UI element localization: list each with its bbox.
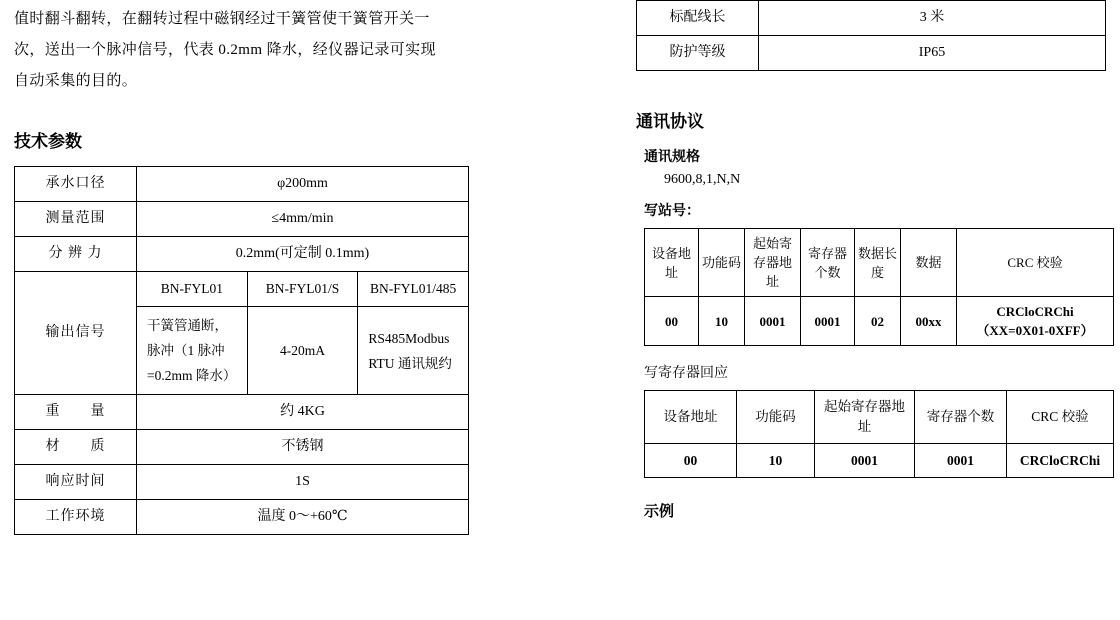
col-header: 寄存器个数 xyxy=(915,391,1007,444)
table-row xyxy=(15,430,469,465)
col-header: 寄存器个数 xyxy=(801,229,855,297)
col-header: 数据长度 xyxy=(855,229,901,297)
row-label: 分 辨 力 xyxy=(15,237,137,272)
intro-paragraph xyxy=(14,4,484,97)
row-label: 测量范围 xyxy=(15,202,137,237)
output-desc-2: 4-20mA xyxy=(247,307,358,395)
cell-value: 0001 xyxy=(915,444,1007,478)
cell-value: CRCloCRChi xyxy=(1007,444,1114,478)
table-row xyxy=(15,237,469,272)
left-column xyxy=(14,0,514,535)
table-row xyxy=(15,167,469,202)
spec-table xyxy=(636,0,1106,71)
cell-value: 00 xyxy=(645,297,699,346)
col-header: 设备地址 xyxy=(645,391,737,444)
table-header-row xyxy=(645,229,1114,297)
table-row xyxy=(637,36,1106,71)
crc-line-2: （XX=0X01-0XFF） xyxy=(976,323,1094,338)
write-register-response-table xyxy=(644,390,1114,478)
table-row-output-models xyxy=(15,272,469,307)
table-row xyxy=(15,500,469,535)
row-value: 0.2mm(可定制 0.1mm) xyxy=(137,237,469,272)
col-header: 数据 xyxy=(901,229,957,297)
col-header: 起始寄存器地址 xyxy=(815,391,915,444)
row-label: 响应时间 xyxy=(15,465,137,500)
row-value: 不锈钢 xyxy=(137,430,469,465)
col-header: 设备地址 xyxy=(645,229,699,297)
right-column xyxy=(636,0,1106,521)
cell-value: 0001 xyxy=(745,297,801,346)
cell-value: 0001 xyxy=(815,444,915,478)
row-value: 温度 0〜+60℃ xyxy=(137,500,469,535)
cell-value-crc xyxy=(957,297,1114,346)
crc-line-1: CRCloCRChi xyxy=(996,304,1074,319)
row-label: 重 量 xyxy=(15,395,137,430)
row-label: 防护等级 xyxy=(637,36,759,71)
table-row xyxy=(645,444,1114,478)
row-label: 工作环境 xyxy=(15,500,137,535)
write-station-subheading: 写站号： xyxy=(644,202,700,218)
output-model-1: BN-FYL01 xyxy=(137,272,248,307)
row-label: 材 质 xyxy=(15,430,137,465)
row-value: 3 米 xyxy=(759,1,1106,36)
row-label: 输出信号 xyxy=(15,272,137,395)
col-header: CRC 校验 xyxy=(1007,391,1114,444)
cell-value: 00 xyxy=(645,444,737,478)
tech-params-table xyxy=(14,166,469,535)
write-register-response-heading: 写寄存器回应 xyxy=(644,366,728,381)
row-value: ≤4mm/min xyxy=(137,202,469,237)
col-header: 功能码 xyxy=(699,229,745,297)
cell-value: 02 xyxy=(855,297,901,346)
comm-protocol-heading: 通讯协议 xyxy=(636,112,704,131)
table-row xyxy=(637,1,1106,36)
table-header-row xyxy=(645,391,1114,444)
output-model-3: BN-FYL01/485 xyxy=(358,272,469,307)
cell-value: 0001 xyxy=(801,297,855,346)
cell-value: 00xx xyxy=(901,297,957,346)
col-header: 功能码 xyxy=(737,391,815,444)
col-header: CRC 校验 xyxy=(957,229,1114,297)
example-heading: 示例 xyxy=(644,503,675,520)
cell-value: 10 xyxy=(737,444,815,478)
cell-value: 10 xyxy=(699,297,745,346)
row-label: 承水口径 xyxy=(15,167,137,202)
table-row xyxy=(15,395,469,430)
row-label: 标配线长 xyxy=(637,1,759,36)
table-row xyxy=(15,202,469,237)
output-model-2: BN-FYL01/S xyxy=(247,272,358,307)
row-value: IP65 xyxy=(759,36,1106,71)
row-value: 约 4KG xyxy=(137,395,469,430)
tech-params-heading: 技术参数 xyxy=(14,132,82,151)
table-row xyxy=(15,465,469,500)
write-station-table xyxy=(644,228,1114,346)
comm-spec-value: 9600,8,1,N,N xyxy=(664,172,741,187)
table-row xyxy=(645,297,1114,346)
comm-spec-subheading: 通讯规格 xyxy=(644,148,700,164)
output-desc-1: 干簧管通断，脉冲（1 脉冲=0.2mm 降水） xyxy=(137,307,248,395)
output-desc-3: RS485Modbus RTU 通讯规约 xyxy=(358,307,469,395)
intro-line-2: 次，送出一个脉冲信号，代表 0.2mm 降水，经仪器记录可实现 xyxy=(14,42,436,58)
row-value: 1S xyxy=(137,465,469,500)
intro-line-3: 自动采集的目的。 xyxy=(14,73,138,89)
col-header: 起始寄存器地址 xyxy=(745,229,801,297)
intro-line-1: 值时翻斗翻转，在翻转过程中磁钢经过干簧管使干簧管开关一 xyxy=(14,11,430,27)
row-value: φ200mm xyxy=(137,167,469,202)
